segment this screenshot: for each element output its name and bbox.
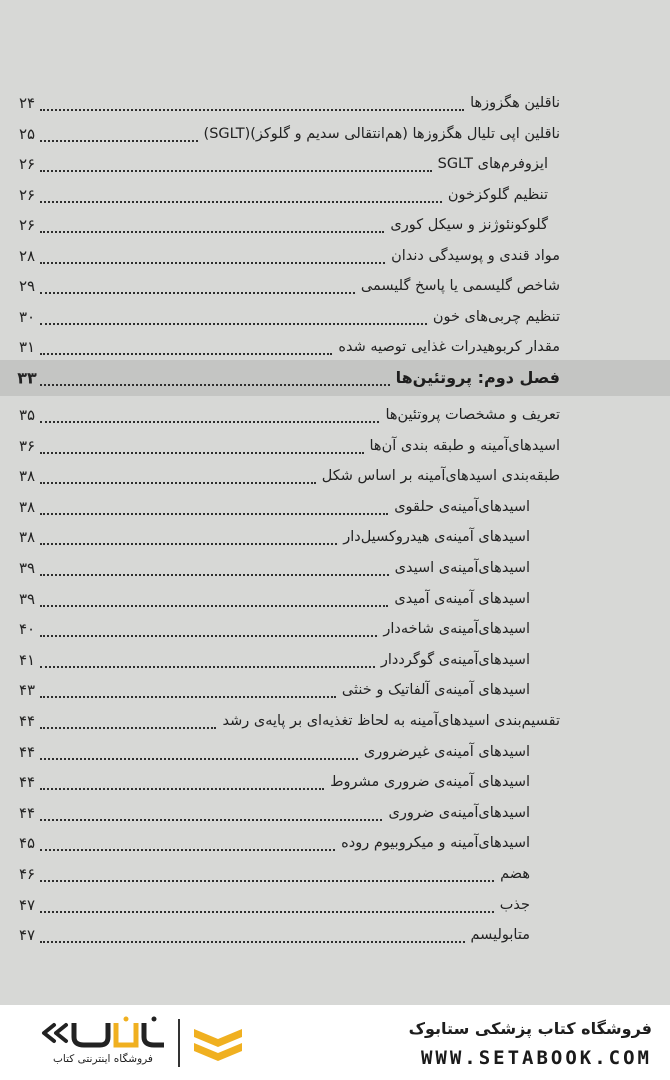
leader-dots [40, 635, 377, 637]
toc-entry-title: اسیدهای آمینه‌ی غیرضروری [363, 743, 530, 760]
toc-page-number: ۳۹ [18, 589, 36, 608]
leader-dots [40, 262, 385, 264]
toc-page-number: ۴۴ [18, 712, 36, 730]
toc-entry [0, 461, 670, 491]
toc-entry [0, 400, 670, 430]
toc-entry [0, 706, 670, 736]
logo-tagline: فروشگاه اینترنتی کتاب [53, 1053, 153, 1065]
store-url[interactable]: WWW.SETABOOK.COM [420, 1047, 652, 1069]
store-name: فروشگاه کتاب پزشکی ستابوک [408, 1019, 652, 1038]
toc-entry [0, 890, 670, 920]
setabook-wordmark-icon [40, 1015, 170, 1051]
toc-entry [0, 431, 670, 461]
leader-dots [40, 421, 379, 423]
leader-dots [40, 727, 216, 729]
toc-entry [0, 828, 670, 858]
toc-entry-title: اسیدهای‌آمینه و میکروبیوم روده [341, 835, 530, 852]
toc-page-number: ۴۷ [18, 895, 36, 914]
leader-dots [40, 353, 332, 355]
leader-dots [40, 140, 198, 142]
toc-entry [0, 767, 670, 797]
toc-page-number: ۳۸ [18, 497, 36, 516]
leader-dots [40, 941, 465, 943]
toc-entry-title: اسیدهای آمینه‌ی هیدروکسیل‌دار [343, 529, 530, 546]
leader-dots [40, 849, 335, 851]
toc-page-number: ۲۶ [18, 155, 36, 173]
toc-entry [0, 859, 670, 889]
chapter-page-number: ۳۳ [17, 368, 37, 388]
toc-entry [0, 492, 670, 522]
toc-entry-title: مواد قندی و پوسیدگی دندان [391, 247, 560, 264]
toc-entry-title: تقسیم‌بندی اسیدهای‌آمینه به لحاظ تغذیه‌ای بر پایه‌ی رشد [222, 712, 560, 729]
toc-page-number: ۴۴ [18, 742, 36, 761]
toc-entry [0, 614, 670, 644]
toc-entry [0, 522, 670, 552]
toc-page-number: ۴۴ [18, 803, 36, 822]
toc-entry [0, 302, 670, 332]
toc-entry [0, 737, 670, 767]
toc-entry [0, 553, 670, 583]
toc-page-number: ۲۸ [18, 246, 36, 265]
toc-entry [0, 241, 670, 271]
leader-dots [40, 109, 464, 111]
chapter-row [0, 360, 670, 396]
toc-entry-title: جذب [499, 896, 530, 913]
toc-page-number: ۴۳ [18, 681, 36, 700]
leader-dots [40, 513, 388, 515]
toc-entry [0, 332, 670, 362]
toc-entry-title: مقدار کربوهیدرات غذایی توصیه شده [338, 338, 560, 355]
chapter-title: فصل دوم: پروتئین‌ها [395, 368, 560, 387]
toc-page-number: ۴۴ [18, 773, 36, 792]
toc-page-number: ۴۱ [18, 650, 36, 669]
leader-dots [40, 384, 390, 386]
toc-page-number: ۴۰ [18, 620, 36, 639]
leader-dots [40, 666, 375, 668]
toc-entry [0, 149, 670, 179]
toc-entry [0, 584, 670, 614]
leader-dots [40, 758, 358, 760]
toc-entry-title: گلوکونئوژنز و سیکل کوری [390, 216, 548, 233]
toc-entry-title: اسیدهای‌آمینه‌ی شاخه‌دار [383, 620, 530, 637]
leader-dots [40, 482, 316, 484]
toc-page-number: ۲۵ [18, 124, 36, 143]
toc-entry-title: شاخص گلیسمی یا پاسخ گلیسمی [360, 277, 560, 294]
toc-entry-title: اسیدهای آمینه‌ی آمیدی [394, 590, 530, 607]
toc-entry [0, 180, 670, 210]
toc-entry-title: اسیدهای‌آمینه‌ی اسیدی [394, 559, 530, 576]
leader-dots [40, 788, 324, 790]
toc-page-number: ۳۶ [18, 436, 36, 455]
toc-page-number: ۲۶ [18, 185, 36, 204]
toc-page-number: ۳۹ [18, 559, 36, 577]
leader-dots [40, 323, 427, 325]
leader-dots [40, 543, 337, 545]
leader-dots [40, 231, 384, 233]
toc-page-number: ۴۶ [18, 865, 36, 883]
logo-divider [178, 1019, 180, 1067]
toc-page-number: ۳۸ [18, 528, 36, 547]
toc-entry-title: ناقلین اپی تلیال هگزوزها (هم‌انتقالی سدیم و گلوکز)(SGLT) [203, 125, 560, 142]
toc-entry-title: اسیدهای‌آمینه‌ی حلقوی [394, 498, 530, 515]
leader-dots [40, 170, 432, 172]
toc-entry-title: ایزوفرم‌های SGLT [437, 155, 548, 172]
toc-entry-title: هضم [500, 865, 530, 882]
toc-entry-title: اسیدهای آمینه‌ی ضروری مشروط [330, 773, 530, 790]
toc-entry [0, 645, 670, 675]
leader-dots [40, 819, 382, 821]
leader-dots [40, 452, 364, 454]
leader-dots [40, 696, 336, 698]
toc-entry-title: متابولیسم [470, 926, 530, 943]
leader-dots [40, 292, 355, 294]
leader-dots [40, 605, 388, 607]
toc-entry-title: تعریف و مشخصات پروتئین‌ها [385, 406, 560, 423]
toc-entry-title: تنظیم چربی‌های خون [432, 308, 560, 325]
toc-page-number: ۴۷ [18, 926, 36, 945]
toc-entry-title: اسیدهای آمینه‌ی آلفاتیک و خنثی [341, 682, 530, 699]
toc-entry [0, 88, 670, 118]
toc-entry-title: تنظیم گلوکزخون [447, 186, 548, 203]
toc-entry-title: اسیدهای‌آمینه‌ی گوگرددار [380, 651, 530, 668]
toc-page-number: ۳۵ [18, 406, 36, 424]
toc-entry [0, 798, 670, 828]
toc-entry [0, 210, 670, 240]
toc-entry-title: طبقه‌بندی اسیدهای‌آمینه بر اساس شکل [321, 467, 560, 484]
leader-dots [40, 880, 494, 882]
toc-entry-title: ناقلین هگزوزها [470, 94, 560, 111]
toc-page-number: ۴۵ [18, 834, 36, 853]
footer-banner [0, 1005, 670, 1080]
toc-entry [0, 271, 670, 301]
toc-page-number: ۳۰ [18, 307, 36, 326]
toc-entry [0, 920, 670, 950]
book-logo-icon [190, 1021, 246, 1067]
leader-dots [40, 911, 494, 913]
toc-entry [0, 675, 670, 705]
toc-entry-title: اسیدهای‌آمینه و طبقه بندی آن‌ها [369, 437, 560, 454]
toc-page-number: ۲۶ [18, 216, 36, 234]
toc-entry [0, 119, 670, 149]
toc-entry-title: اسیدهای‌آمینه‌ی ضروری [388, 804, 530, 821]
toc-page-number: ۲۹ [18, 277, 36, 295]
leader-dots [40, 201, 442, 203]
toc-page-number: ۲۴ [18, 94, 36, 112]
toc-page-number: ۳۱ [18, 338, 36, 356]
toc-page-number: ۳۸ [18, 467, 36, 486]
leader-dots [40, 574, 389, 576]
